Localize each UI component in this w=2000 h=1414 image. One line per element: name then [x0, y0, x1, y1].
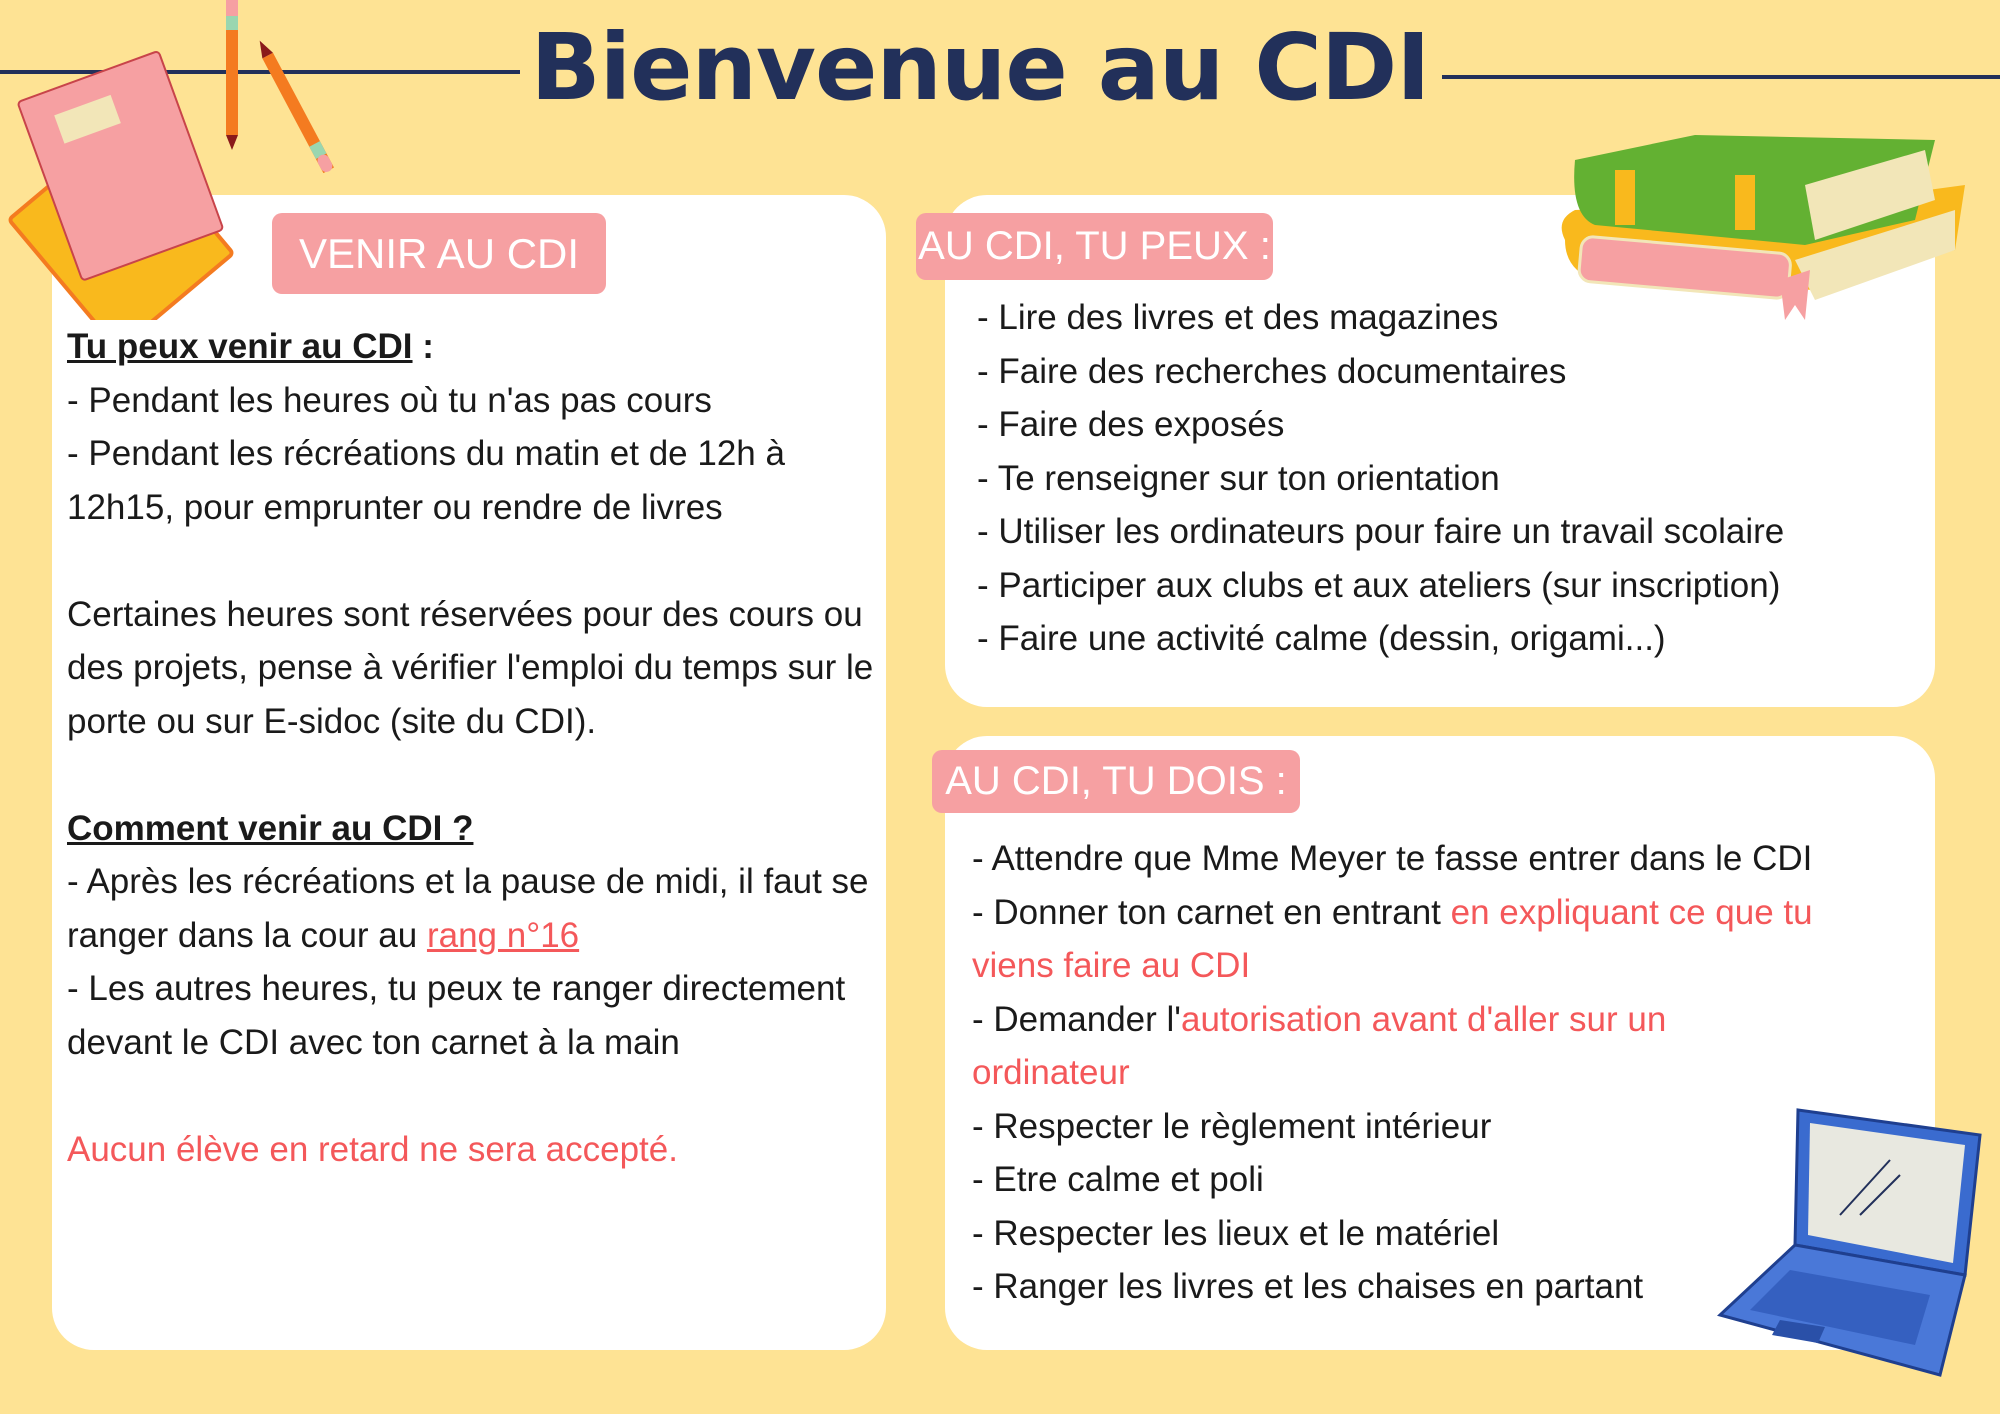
page-title: Bienvenue au CDI — [530, 14, 1430, 121]
list-item: - Pendant les heures où tu n'as pas cours — [67, 380, 712, 420]
venir-badge: VENIR AU CDI — [272, 213, 606, 294]
late-warning: Aucun élève en retard ne sera accepté. — [67, 1129, 678, 1169]
list-item: - Faire des exposés — [977, 405, 1285, 444]
heading-tu-peux: Tu peux venir au CDI — [67, 327, 413, 366]
books-stack-icon — [1555, 130, 1975, 330]
list-item: - Lire des livres et des magazines — [977, 298, 1499, 337]
list-item: - Les autres heures, tu peux te ranger directement devant le CDI avec ton carnet à la main — [67, 969, 846, 1062]
dois-badge: AU CDI, TU DOIS : — [932, 750, 1300, 813]
rang-link: rang n°16 — [426, 915, 580, 955]
list-item: - Attendre que Mme Meyer te fasse entrer dans le CDI — [972, 839, 1813, 878]
laptop-icon — [1710, 1105, 1990, 1385]
notebooks-pencils-icon — [0, 0, 360, 320]
list-item: - Participer aux clubs et aux ateliers (sur inscription) — [977, 565, 1781, 605]
list-item: - Respecter les lieux et le matériel — [972, 1213, 1500, 1253]
list-item: - Etre calme et poli — [972, 1160, 1264, 1199]
list-item: - Faire une activité calme (dessin, origami...) — [977, 619, 1666, 658]
peux-list — [977, 291, 1784, 666]
list-item: - Demander l'autorisation avant d'aller sur un ordinateur — [972, 999, 1667, 1092]
list-item: - Faire des recherches documentaires — [977, 351, 1567, 391]
list-item: - Utiliser les ordinateurs pour faire un travail scolaire — [977, 512, 1785, 551]
paragraph-reserved-hours: Certaines heures sont réservées pour des cours ou des projets, pense à vérifier l'emploi du temps sur le porte ou sur E-sidoc (site du CDI). — [67, 594, 874, 741]
venir-text — [67, 320, 877, 1176]
peux-badge: AU CDI, TU PEUX : — [916, 213, 1273, 280]
list-item: - Ranger les livres et les chaises en partant — [972, 1267, 1644, 1306]
heading-colon: : — [412, 327, 434, 366]
heading-comment-venir: Comment venir au CDI ? — [67, 808, 474, 848]
list-item: - Après les récréations et la pause de midi, il faut se ranger dans la cour au rang n°16 — [67, 862, 869, 955]
list-item: - Pendant les récréations du matin et de 12h à 12h15, pour emprunter ou rendre de livres — [67, 434, 785, 527]
list-item: - Respecter le règlement intérieur — [972, 1106, 1492, 1146]
list-item: - Donner ton carnet en entrant en expliquant ce que tu viens faire au CDI — [972, 892, 1813, 985]
list-item: - Te renseigner sur ton orientation — [977, 458, 1500, 498]
